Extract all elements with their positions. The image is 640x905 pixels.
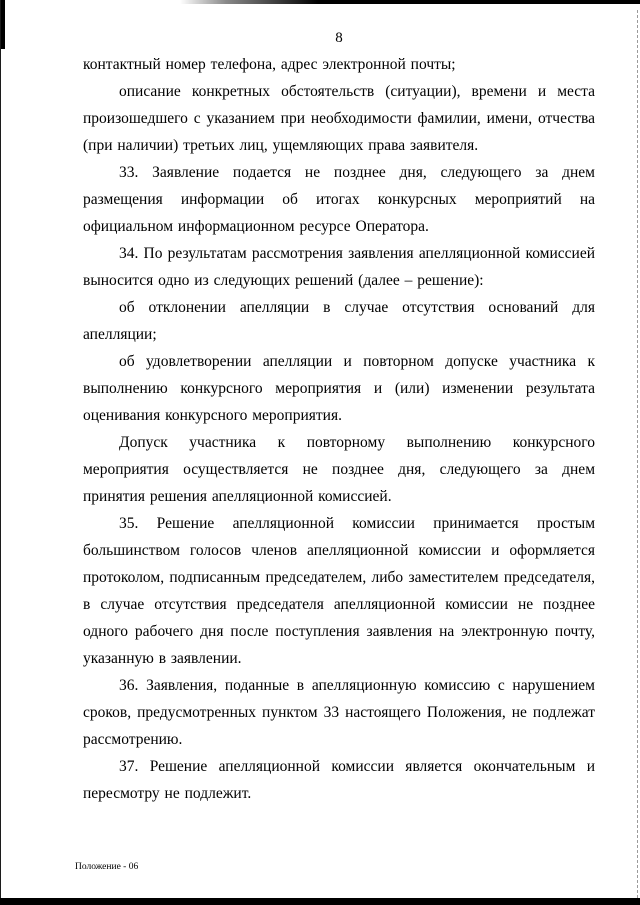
paragraph: контактный номер телефона, адрес электронной почты;	[83, 56, 456, 73]
paragraph: описание конкретных обстоятельств (ситуации), времени и места произошедшего с указанием при необходимости фамилии, имени, отчества (при наличии) третьих лиц, ущемляющих права заявителя.	[83, 83, 595, 154]
paragraph: об отклонении апелляции в случае отсутствия оснований для апелляции;	[83, 299, 595, 343]
paragraph: Допуск участника к повторному выполнению конкурсного мероприятия осуществляется не позднее дня, следующего за днем принятия решения апелляционной комиссией.	[83, 434, 595, 505]
page-number: 8	[335, 30, 343, 46]
paragraph: 37. Решение апелляционной комиссии является окончательным и пересмотру не подлежит.	[83, 758, 595, 802]
scan-edge-left	[0, 0, 1, 905]
paragraph: 33. Заявление подается не позднее дня, следующего за днем размещения информации об итогах конкурсных мероприятий на официальном информационном ресурсе Оператора.	[83, 164, 595, 235]
document-body	[83, 51, 595, 807]
scan-edge-right	[637, 10, 638, 898]
scan-edge-top	[180, 0, 640, 4]
document-content	[83, 28, 595, 807]
paragraph: 36. Заявления, поданные в апелляционную комиссию с нарушением сроков, предусмотренных пунктом 33 настоящего Положения, не подлежат рассмотрению.	[83, 677, 595, 748]
scan-edge-bottom	[0, 898, 640, 905]
paragraph: 35. Решение апелляционной комиссии принимается простым большинством голосов членов апелляционной комиссии и оформляется протоколом, подписанным председателем, либо заместителем председателя, в случае отсутствия председателя апелляционной комиссии не позднее одного рабочего дня после поступления заявления на электронную почту, указанную в заявлении.	[83, 515, 595, 667]
paragraph: 34. По результатам рассмотрения заявления апелляционной комиссией выносится одно из следующих решений (далее – решение):	[83, 245, 595, 289]
paragraph: об удовлетворении апелляции и повторном допуске участника к выполнению конкурсного мероприятия и (или) изменении результата оценивания конкурсного мероприятия.	[83, 353, 595, 424]
footer-code: Положение - 06	[75, 862, 139, 872]
